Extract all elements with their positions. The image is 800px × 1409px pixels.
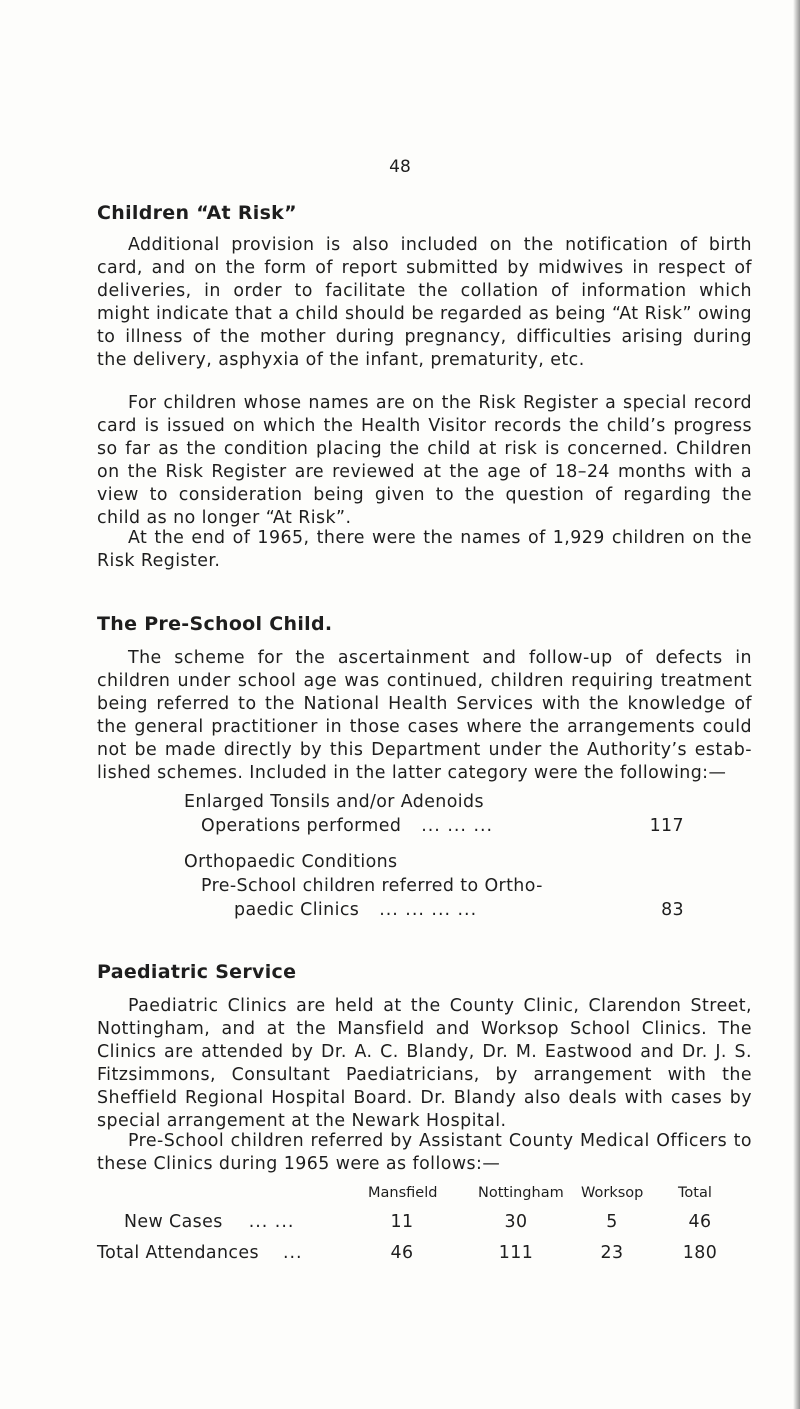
list-item-line: Pre-School children referred to Ortho- <box>201 876 543 896</box>
paragraph-at-risk-2 <box>97 392 752 529</box>
list-item-line <box>184 814 684 838</box>
page-edge-shadow <box>793 0 800 1409</box>
paragraph-paediatric-2 <box>97 1130 752 1176</box>
column-header: Mansfield <box>368 1185 438 1201</box>
leader-dots: ... <box>282 1243 303 1263</box>
list-item-value: 83 <box>661 900 684 920</box>
table-row <box>0 1243 800 1269</box>
row-label-text: New Cases <box>124 1212 223 1232</box>
list-item-label: Operations performed <box>201 816 402 836</box>
table-cell: 5 <box>606 1212 618 1232</box>
table-cell: 180 <box>682 1243 718 1263</box>
column-header: Total <box>678 1185 712 1201</box>
paragraph-at-risk-3-text: At the end of 1965, there were the names of 1,929 children on the Risk Register. <box>97 528 752 571</box>
paragraph-at-risk-1-text: Additional provision is also included on the notification of birth card, and on the form of report submitted by midwives in respect of deliveries, in order to facilitate the collation of information which might indicate that a child should be regarded as being “At Risk” owing to illness of the mother during pregnancy, difficulties arising during the delivery, asphyxia of the infant, prematurity, etc. <box>97 235 752 370</box>
column-header: Nottingham <box>478 1185 564 1201</box>
leader-dots: ... ... ... <box>421 816 494 836</box>
section-heading-pre-school: The Pre-School Child. <box>97 613 333 635</box>
leader-dots: ... ... <box>248 1212 295 1232</box>
table-cell: 111 <box>498 1243 534 1263</box>
defects-list-item-tonsils <box>184 790 684 838</box>
row-label <box>124 1212 294 1232</box>
paragraph-paediatric-2-text: Pre-School children referred by Assistant County Medical Officers to these Clinics during 1965 were as follows:— <box>97 1131 752 1174</box>
table-cell: 11 <box>390 1212 414 1232</box>
paragraph-paediatric-1 <box>97 995 752 1132</box>
page-number: 48 <box>389 157 411 177</box>
list-item-label: paedic Clinics <box>234 900 360 920</box>
column-header: Worksop <box>581 1185 644 1201</box>
table-row <box>0 1212 800 1238</box>
paragraph-at-risk-2-text: For children whose names are on the Risk Register a special record card is issued on which the Health Visitor records the child’s progress so far as the condition placing the child at risk is concerned. Children on the Risk Register are reviewed at the age of 18–24 months with a view to consideration being given to the question of regarding the child as no longer “At Risk”. <box>97 393 752 528</box>
table-cell: 23 <box>600 1243 624 1263</box>
defects-list-item-orthopaedic <box>184 850 684 922</box>
table-cell: 46 <box>390 1243 414 1263</box>
paragraph-paediatric-1-text: Paediatric Clinics are held at the County Clinic, Clarendon Street, Nottingham, and at the Mansfield and Worksop School Clinics. The Clinics are attended by Dr. A. C. Blandy, Dr. M. Eastwood and Dr. J. S. Fitzsimmons, Consultant Paediatricians, by arrangement with the Sheffield Regional Hospital Board. Dr. Blandy also deals with cases by special arrangement at the Newark Hospital. <box>97 996 752 1131</box>
section-heading-at-risk: Children “At Risk” <box>97 202 297 224</box>
list-item-value: 117 <box>649 816 684 836</box>
paragraph-at-risk-1 <box>97 234 752 371</box>
row-label <box>97 1243 303 1263</box>
paragraph-pre-school-text: The scheme for the ascertainment and follow-up of defects in children under school age was continued, children requiring treatment being referred to the National Health Services with the knowledge of the general practitioner in those cases where the arrangements could not be made directly by this Department under the Authority’s estab-lished schemes. Included in the latter category were the following:— <box>97 648 752 783</box>
list-item-line <box>184 898 684 922</box>
paragraph-at-risk-3 <box>97 527 752 573</box>
section-heading-paediatric: Paediatric Service <box>97 961 297 983</box>
table-cell: 30 <box>504 1212 528 1232</box>
list-item-line: Orthopaedic Conditions <box>184 852 398 872</box>
list-item-line: Enlarged Tonsils and/or Adenoids <box>184 792 484 812</box>
row-label-text: Total Attendances <box>97 1243 259 1263</box>
table-cell: 46 <box>688 1212 712 1232</box>
paragraph-pre-school <box>97 647 752 784</box>
leader-dots: ... ... ... ... <box>379 900 478 920</box>
